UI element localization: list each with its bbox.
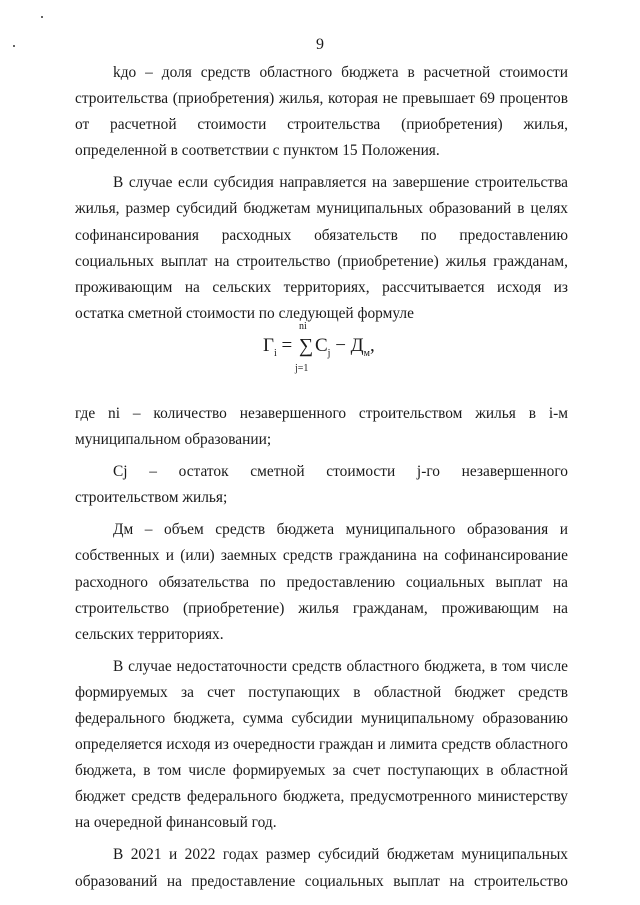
sum-lower-limit: j=1: [294, 363, 309, 375]
formula-lhs: Г: [263, 334, 274, 356]
paragraph-kdo-definition: kдо – доля средств областного бюджета в расчетной стоимости строительства (приобретения) жилья, которая не превышает 69 процентов от расчетной стоимости строительства (приобретения) жилья, определенной в соответствии с пунктом 15 Положения.: [75, 64, 568, 160]
formula-equals: =: [281, 334, 293, 356]
formula-rhs: Д: [350, 334, 364, 356]
formula-term: C: [314, 334, 328, 356]
formula-term-sub: j: [327, 347, 331, 359]
formula-rhs-sub: м: [363, 347, 370, 359]
sum-symbol: ∑ ni j=1: [294, 321, 314, 375]
formula-minus: −: [335, 334, 346, 356]
formula: [75, 321, 568, 401]
sum-upper-limit: ni: [298, 321, 307, 333]
formula-end: ,: [369, 334, 375, 356]
document-body: [75, 60, 568, 895]
paragraph-dm-definition: Дм – объем средств бюджета муниципального образования и собственных и (или) заемных средств гражданина на софинансирование расходного обязательства по предоставлению социальных выплат на строительство (приобретение) жилья гражданам, проживающим на сельских территориях.: [75, 521, 568, 643]
formula-lhs-sub: i: [273, 347, 277, 359]
paragraph-2021-2022: В 2021 и 2022 годах размер субсидий бюджетам муниципальных образований на предоставление социальных выплат на строительство: [75, 846, 568, 890]
scan-speck: [41, 16, 43, 18]
page-number: 9: [316, 36, 324, 53]
paragraph-cj-definition: Cj – остаток сметной стоимости j-го незавершенного строительством жилья;: [75, 463, 568, 507]
formula-expression: [263, 321, 375, 375]
paragraph-ni-definition: где ni – количество незавершенного строительством жилья в i-м муниципальном образовании;: [75, 404, 568, 449]
paragraph-insufficiency: В случае недостаточности средств областного бюджета, в том числе формируемых за счет поступающих в областной бюджет средств федерального бюджета, сумма субсидии муниципальному образованию определяется исходя из очередности граждан и лимита средств областного бюджета, в том числе формируемых за счет поступающих в областной бюджет средств федерального бюджета, предусмотренного министерству на очередной финансовый год.: [75, 657, 568, 832]
paragraph-completion-case: В случае если субсидия направляется на завершение строительства жилья, размер субсидий бюджетам муниципальных образований в целях софинансирования расходных обязательств по предоставлению социальных выплат на строительство (приобретение) жилья гражданам, проживающим на сельских территориях, рассчитывается исходя из остатка сметной стоимости по следующей формуле: [75, 174, 568, 322]
